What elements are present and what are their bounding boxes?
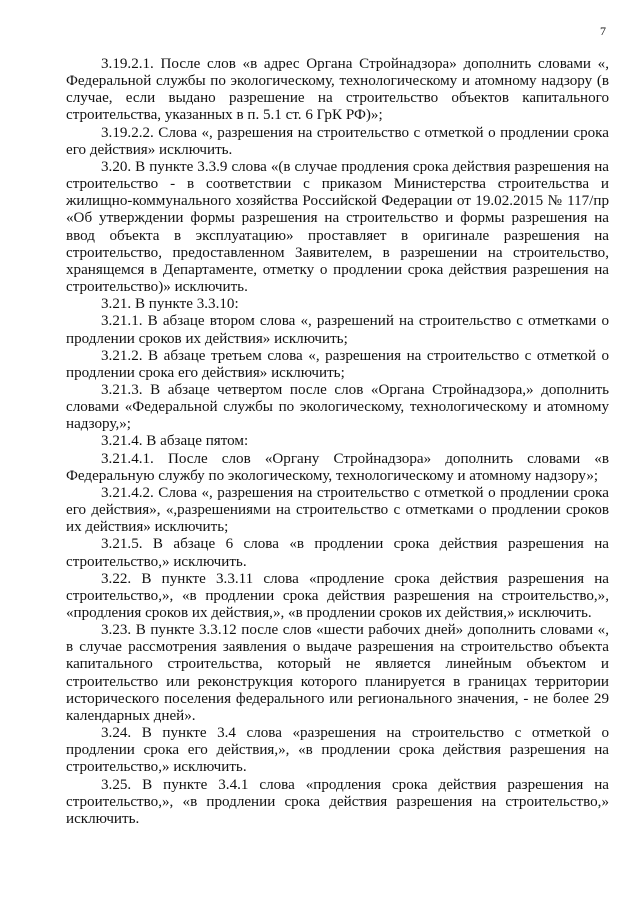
paragraph-3-21-2: 3.21.2. В абзаце третьем слова «, разрешения на строительство с отметкой о продлении срока его действия» исключить; [66, 347, 609, 381]
paragraph-3-21: 3.21. В пункте 3.3.10: [101, 296, 239, 313]
paragraph-3-21-5: 3.21.5. В абзаце 6 слова «в продлении срока действия разрешения на строительство,» исключить. [66, 536, 609, 570]
paragraph-3-21-4-2: 3.21.4.2. Слова «, разрешения на строительство с отметкой о продлении срока его действия», «,разрешениями на строительство с отметками о продлении сроков их действия» исключить; [66, 484, 609, 536]
paragraph-3-21-3: 3.21.3. В абзаце четвертом после слов «Органа Стройнадзора,» дополнить словами «Федеральной службы по экологическому, технологическому и атомному надзору,»; [66, 381, 609, 433]
paragraph-3-19-2-1: 3.19.2.1. После слов «в адрес Органа Стройнадзора» дополнить словами «, Федеральной службы по экологическому, технологическому и атомному надзору (в случае, если выдано разрешение на строительство объектов капитального строительства, указанных в п. 5.1 ст. 6 ГрК РФ)»; [66, 56, 609, 124]
paragraph-3-21-1: 3.21.1. В абзаце втором слова «, разрешений на строительство с отметками о продлении сроков их действия» исключить; [66, 313, 609, 347]
paragraph-3-24: 3.24. В пункте 3.4 слова «разрешения на строительство с отметкой о продлении срока его действия,», «в продлении срока действия разрешения на строительство,» исключить. [66, 725, 609, 776]
paragraph-3-23: 3.23. В пункте 3.3.12 после слов «шести рабочих дней» дополнить словами «, в случае рассмотрения заявления о выдаче разрешения на строительство объекта капитального строительства, который не является линейным объектом и строительство или реконструкция которого планируется в границах территории исторического поселения федерального или регионального значения, - не более 29 календарных дней». [66, 622, 609, 724]
paragraph-3-19-2-2: 3.19.2.2. Слова «, разрешения на строительство с отметкой о продлении срока его действия» исключить. [66, 124, 609, 158]
document-body [66, 56, 609, 828]
paragraph-3-20: 3.20. В пункте 3.3.9 слова «(в случае продления срока действия разрешения на строительство - в соответствии с приказом Министерства строительства и жилищно-коммунального хозяйства Российской Федерации от 19.02.2015 № 117/пр «Об утверждении формы разрешения на строительство и формы разрешения на ввод объекта в эксплуатацию» проставляет в оригинале разрешения на строительство, предоставленном Заявителем, в разрешении на строительство, хранящемся в Департаменте, отметку о продлении срока действия разрешения на строительство)» исключить. [66, 158, 609, 296]
page-number: 7 [600, 24, 606, 38]
paragraph-3-25: 3.25. В пункте 3.4.1 слова «продления срока действия разрешения на строительство,», «в продлении срока действия разрешения на строительство,» исключить. [66, 776, 609, 827]
paragraph-3-22: 3.22. В пункте 3.3.11 слова «продление срока действия разрешения на строительство,», «в продлении срока действия разрешения на строительство,», «продления сроков их действия,», «в продлении сроков их действия,» исключить. [66, 570, 609, 621]
paragraph-3-21-4-1: 3.21.4.1. После слов «Органу Стройнадзора» дополнить словами «в Федеральную службу по экологическому, технологическому и атомному надзору»; [66, 450, 609, 484]
paragraph-3-21-4: 3.21.4. В абзаце пятом: [101, 433, 249, 450]
